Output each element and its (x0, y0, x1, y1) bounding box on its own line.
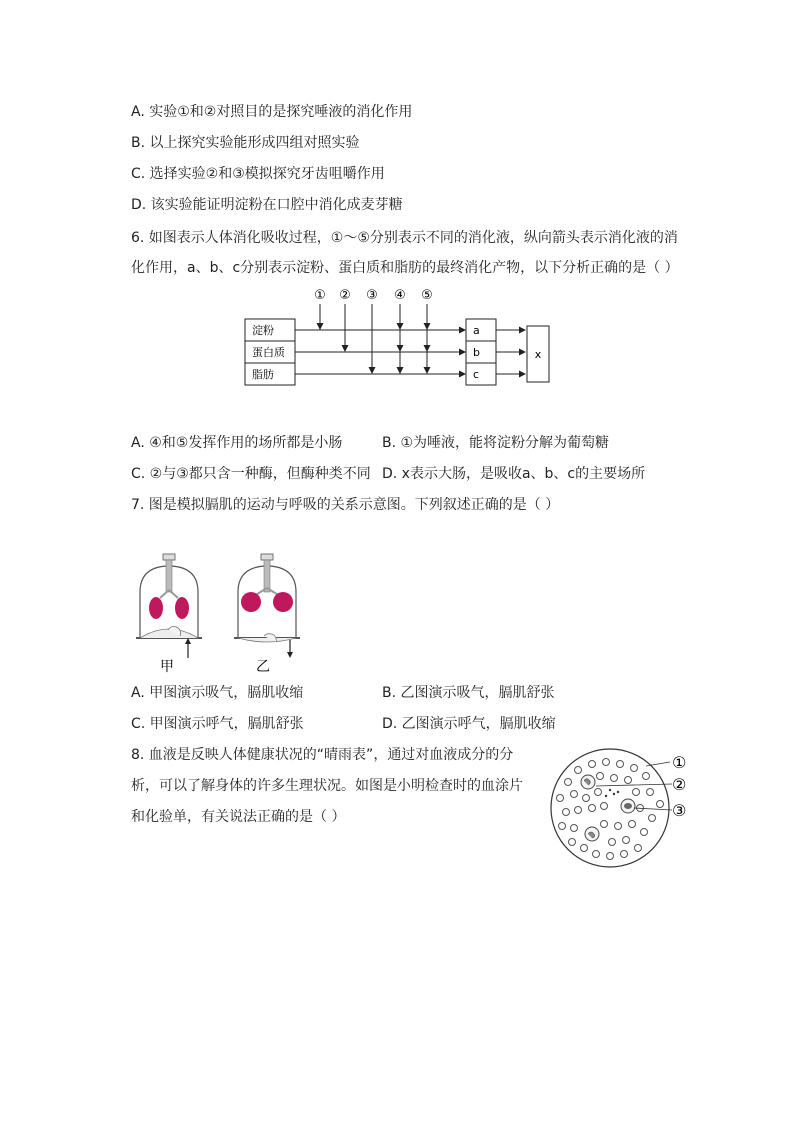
product-label-c: c (473, 368, 480, 381)
product-label-a: a (473, 324, 480, 337)
juice-label-4: ④ (394, 288, 406, 303)
nutrient-label-protein: 蛋白质 (252, 346, 285, 359)
lung-right-jia (175, 597, 189, 619)
product-box-a (466, 319, 496, 341)
blood-smear-figure (548, 748, 698, 872)
lung-left-jia (149, 597, 163, 619)
blood-label-2: ② (672, 775, 687, 794)
q7-option-b: B. 乙图演示吸气，膈肌舒张 (382, 685, 555, 701)
q6-option-c: C. ②与③都只含一种酶，但酶种类不同 (131, 466, 371, 482)
q7-option-c: C. 甲图演示呼气，膈肌舒张 (131, 716, 304, 732)
q6-stem-line1: 6. 如图表示人体消化吸收过程，①～⑤分别表示不同的消化液，纵向箭头表示消化液的消 (131, 230, 678, 246)
bell-jar-jia (136, 554, 202, 658)
juice-label-1: ① (314, 288, 326, 303)
lung-left-yi (241, 592, 261, 612)
product-label-b: b (473, 346, 480, 359)
figure-label-yi: 乙 (256, 659, 270, 675)
microscope-field (551, 749, 669, 867)
q8-stem-line1: 8. 血液是反映人体健康状况的“晴雨表”，通过对血液成分的分 (131, 747, 514, 763)
juice-label-5: ⑤ (421, 288, 433, 303)
q5-option-c: C. 选择实验②和③模拟探究牙齿咀嚼作用 (131, 166, 385, 182)
q6-option-b: B. ①为唾液，能将淀粉分解为葡萄糖 (382, 435, 610, 451)
q6-stem-line2: 化作用，a、b、c分别表示淀粉、蛋白质和脂肪的最终消化产物，以下分析正确的是（ ） (131, 260, 679, 276)
q5-option-b: B. 以上探究实验能形成四组对照实验 (131, 135, 360, 151)
q8-stem-line2: 析，可以了解身体的许多生理状况。如图是小明检查时的血涂片 (131, 778, 523, 794)
q7-option-d: D. 乙图演示呼气，膈肌收缩 (382, 716, 556, 732)
product-box-c (466, 363, 496, 385)
product-box-b (466, 341, 496, 363)
bell-jar-yi (234, 554, 300, 658)
lung-right-yi (273, 592, 293, 612)
diaphragm-model-figure (130, 550, 310, 678)
juice-label-2: ② (339, 288, 351, 303)
digestion-diagram (240, 284, 560, 394)
nutrient-label-starch: 淀粉 (252, 324, 274, 337)
q7-stem: 7. 图是模拟膈肌的运动与呼吸的关系示意图。下列叙述正确的是（ ） (131, 497, 560, 513)
diaphragm-membrane-yi (238, 638, 296, 642)
q6-option-d: D. x表示大肠，是吸收a、b、c的主要场所 (382, 466, 646, 482)
blood-label-1: ① (672, 753, 687, 772)
q8-stem-line3: 和化验单，有关说法正确的是（ ） (131, 809, 346, 825)
juice-label-3: ③ (366, 288, 378, 303)
q7-option-a: A. 甲图演示吸气，膈肌收缩 (131, 685, 304, 701)
q5-option-a: A. 实验①和②对照目的是探究唾液的消化作用 (131, 104, 413, 120)
blood-label-3: ③ (672, 801, 687, 820)
q6-option-a: A. ④和⑤发挥作用的场所都是小肠 (131, 435, 343, 451)
q5-option-d: D. 该实验能证明淀粉在口腔中消化成麦芽糖 (131, 197, 403, 213)
organ-label-x: x (534, 348, 542, 361)
nutrient-label-fat: 脂肪 (252, 368, 274, 381)
figure-label-jia: 甲 (160, 659, 174, 675)
